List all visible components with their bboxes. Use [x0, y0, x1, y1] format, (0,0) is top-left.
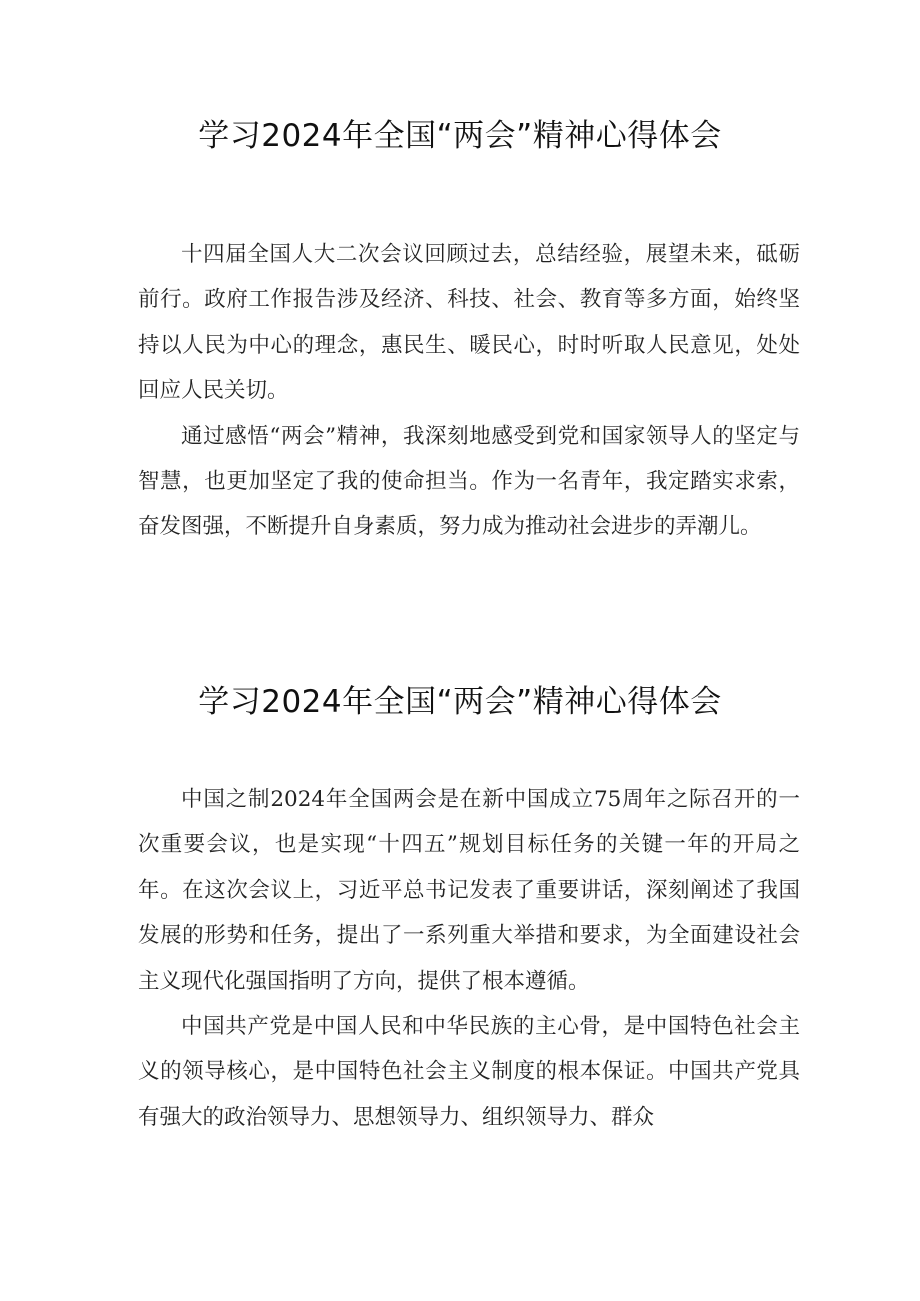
paragraph: 十四届全国人大二次会议回顾过去，总结经验，展望未来，砥砺前行。政府工作报告涉及经济、科技、社会、教育等多方面，始终坚持以人民为中心的理念，惠民生、暖民心，时时听取人民意见，处处回应人民关切。 — [138, 242, 800, 404]
article-title: 学习2024年全国“两会”精神心得体会 — [198, 118, 722, 154]
paragraph: 通过感悟“两会”精神，我深刻地感受到党和国家领导人的坚定与智慧，也更加坚定了我的使命担当。作为一名青年，我定踏实求索，奋发图强，不断提升自身素质，努力成为推动社会进步的弄潮儿。 — [138, 423, 800, 540]
article-body — [138, 777, 800, 1140]
paragraph: 中国共产党是中国人民和中华民族的主心骨，是中国特色社会主义的领导核心，是中国特色社会主义制度的根本保证。中国共产党具有强大的政治领导力、思想领导力、组织领导力、群众 — [138, 1014, 800, 1130]
article-title: 学习2024年全国“两会”精神心得体会 — [198, 684, 722, 720]
paragraph: 中国之制2024年全国两会是在新中国成立75周年之际召开的一次重要会议，也是实现“十四五”规划目标任务的关键一年的开局之年。在这次会议上，习近平总书记发表了重要讲话，深刻阐述了我国发展的形势和任务，提出了一系列重大举措和要求，为全面建设社会主义现代化强国指明了方向，提供了根本遵循。 — [138, 787, 800, 994]
article-body — [138, 232, 800, 550]
